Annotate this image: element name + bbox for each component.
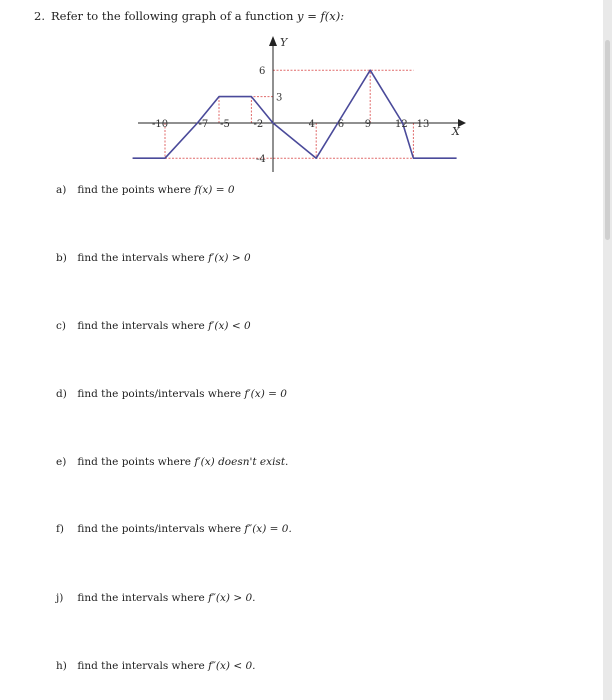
x-tick-label: -10 <box>152 119 169 130</box>
question-number: 2. <box>34 9 45 23</box>
x-tick-labels <box>152 119 429 130</box>
part-label: b) <box>56 252 67 264</box>
y-axis-arrow <box>269 36 277 46</box>
part-expr: f(x) = 0 <box>194 184 235 196</box>
part-j <box>56 592 256 604</box>
question-equation: y = f(x): <box>297 9 345 23</box>
part-expr: f′(x) < 0 <box>208 320 251 332</box>
part-label: c) <box>56 320 66 332</box>
part-text: find the intervals where <box>77 660 205 672</box>
part-text: find the intervals where <box>77 252 205 264</box>
x-tick-label: 12 <box>395 119 408 130</box>
question-text: Refer to the following graph of a function <box>50 9 294 23</box>
x-tick-label: -2 <box>253 119 264 130</box>
part-text: find the intervals where <box>77 320 205 332</box>
part-label: d) <box>56 388 67 400</box>
x-tick-label: 13 <box>416 119 430 130</box>
function-curve <box>133 70 457 158</box>
part-text: find the points/intervals where <box>77 388 242 400</box>
part-expr: f′(x) doesn't exist. <box>194 456 289 468</box>
x-tick-label: 6 <box>337 119 345 130</box>
part-d <box>56 388 287 400</box>
y-tick-label: 6 <box>259 66 266 78</box>
part-expr: f′(x) > 0 <box>208 252 251 264</box>
part-expr: f″(x) = 0. <box>244 523 292 535</box>
part-label: j) <box>56 592 64 604</box>
part-text: find the points/intervals where <box>77 523 242 535</box>
part-expr: f′(x) = 0 <box>244 388 287 400</box>
x-tick-label: -5 <box>220 119 230 130</box>
axes <box>138 36 466 172</box>
x-tick-label: 9 <box>364 119 372 130</box>
part-text: find the points where <box>77 456 192 468</box>
part-f <box>56 523 292 535</box>
part-text: find the points where <box>77 184 192 196</box>
part-expr: f″(x) > 0. <box>208 592 256 604</box>
y-tick-labels <box>253 66 283 166</box>
part-b <box>56 252 251 264</box>
part-label: h) <box>56 660 67 672</box>
part-c <box>56 320 251 332</box>
y-axis-label: Y <box>280 36 288 49</box>
part-h <box>56 660 256 672</box>
function-graph <box>0 0 603 190</box>
part-label: e) <box>56 456 67 468</box>
y-tick-label: -4 <box>256 154 266 166</box>
scrollbar-thumb[interactable] <box>605 40 610 240</box>
part-expr: f″(x) < 0. <box>208 660 256 672</box>
x-tick-label: 4 <box>308 119 316 130</box>
x-axis-label: X <box>452 125 460 138</box>
part-label: a) <box>56 184 67 196</box>
part-text: find the intervals where <box>77 592 205 604</box>
x-tick-label: -7 <box>198 119 209 130</box>
vertical-scrollbar[interactable] <box>603 0 612 700</box>
part-e <box>56 456 288 468</box>
y-tick-label: 3 <box>276 92 283 104</box>
part-a <box>56 184 235 196</box>
part-label: f) <box>56 523 64 535</box>
